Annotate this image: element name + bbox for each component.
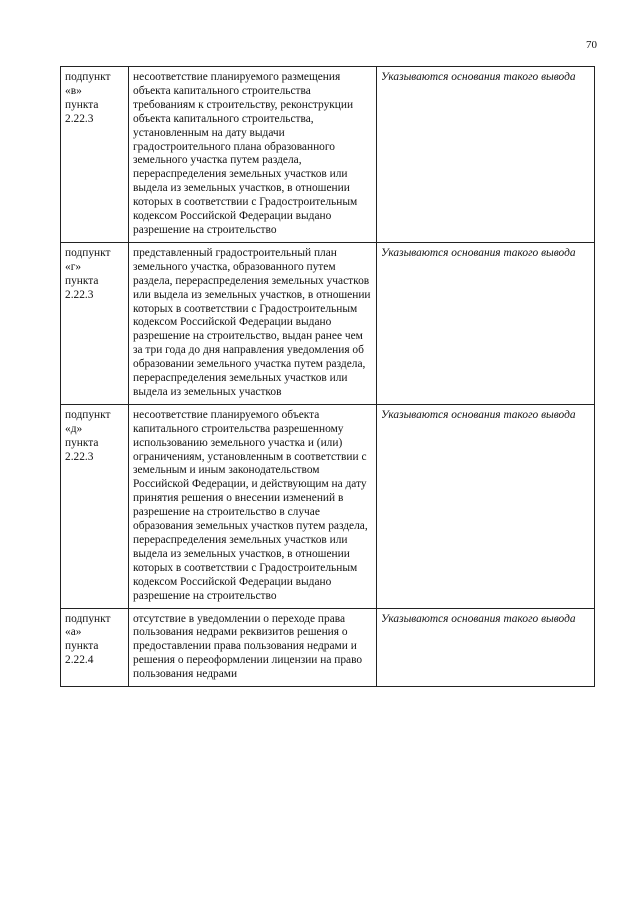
grounds-table [60,66,595,687]
reason-note: Указываются основания такого вывода [377,242,595,404]
table-row [61,242,595,404]
reason-note: Указываются основания такого вывода [377,404,595,608]
clause-reference: подпункт «в» пункта 2.22.3 [61,67,129,243]
page-number: 70 [586,39,597,51]
clause-reference: подпункт «г» пункта 2.22.3 [61,242,129,404]
table-row [61,608,595,687]
reason-note: Указываются основания такого вывода [377,67,595,243]
ground-text: отсутствие в уведомлении о переходе права пользования недрами реквизитов решения о предоставлении права пользования недрами и решения о переоформлении лицензии на право пользования недрами [129,608,377,687]
table-row [61,404,595,608]
ground-text: несоответствие планируемого объекта капитального строительства разрешенному использованию земельного участка и (или) ограничениям, установленным в соответствии с земельным и иным законодательством Российской Федерации, и действующим на дату принятия решения о внесении изменений в разрешение на строительство в случае образования земельных участков путем раздела, перераспределения земельных участков или выдела из земельных участков, в отношении которых в соответствии с Градостроительным кодексом Российской Федерации выдано разрешение на строительство [129,404,377,608]
ground-text: несоответствие планируемого размещения объекта капитального строительства требованиям к строительству, реконструкции объекта капитального строительства, установленным на дату выдачи градостроительного плана образованного земельного участка путем раздела, перераспределения земельных участков или выдела из земельных участков, в отношении которых в соответствии с Градостроительным кодексом Российской Федерации выдано разрешение на строительство [129,67,377,243]
reason-note: Указываются основания такого вывода [377,608,595,687]
clause-reference: подпункт «а» пункта 2.22.4 [61,608,129,687]
table-row [61,67,595,243]
ground-text: представленный градостроительный план земельного участка, образованного путем раздела, перераспределения земельных участков или выдела из земельных участков, в отношении которых в соответствии с Градостроительным кодексом Российской Федерации выдано разрешение на строительство, выдан ранее чем за три года до дня направления уведомления об образовании земельного участка путем раздела, перераспределения земельных участков или выдела из земельных участков [129,242,377,404]
clause-reference: подпункт «д» пункта 2.22.3 [61,404,129,608]
